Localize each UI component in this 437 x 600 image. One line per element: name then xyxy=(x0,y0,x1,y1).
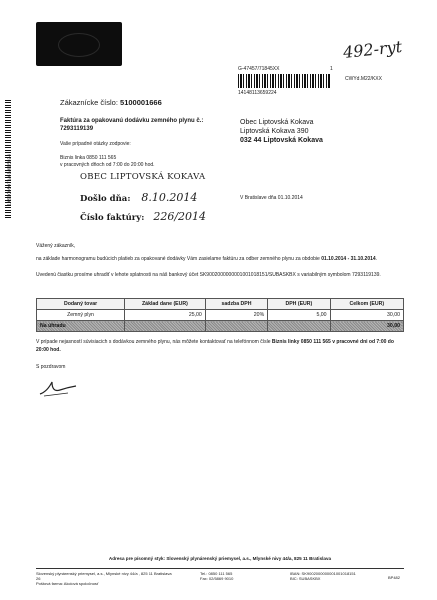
footer-address: Adresa pre písomný styk: Slovenský plynárenský priemysel, a.s., Mlynské nivy 44/a, 825 11 Bratislava xyxy=(108,556,332,561)
total-label: Na úhradu xyxy=(37,321,125,332)
barcode xyxy=(238,74,330,88)
closing-contact: Biznis linky 0850 111 565 v pracovné dni od 7:00 do 20:00 hod. xyxy=(36,339,394,353)
document-code: G-47457/71845XX xyxy=(238,66,280,72)
place-date: V Bratislave dňa 01.10.2014 xyxy=(240,195,303,201)
invoice-subject-text: Faktúra za opakovanú dodávku zemného plynu č.: xyxy=(60,118,204,124)
footer-column-company xyxy=(36,571,176,586)
table-row xyxy=(37,310,404,321)
customer-number-line xyxy=(60,98,162,107)
received-stamp xyxy=(80,172,225,223)
footer-divider xyxy=(36,568,404,569)
closing-paragraph xyxy=(36,338,404,354)
table-header-cell: DPH (EUR) xyxy=(268,299,330,310)
footer-bic: BIC: SUBASKBX xyxy=(290,576,321,581)
table-cell: 5,00 xyxy=(268,310,330,321)
table-header-cell: sadzba DPH xyxy=(205,299,267,310)
footer-column-bank xyxy=(290,571,380,581)
right-code: CWYd.M22/KXX xyxy=(345,76,382,82)
contact-block xyxy=(60,155,155,169)
closing-text: V prípade nejasností súvisiacich s dodávkou zemného plynu, nás môžete kontaktovať na telefónnom čísle xyxy=(36,339,272,345)
regards: S pozdravom xyxy=(36,364,66,370)
stamp-received-label: Došlo dňa: xyxy=(80,194,131,204)
table-cell: 25,00 xyxy=(125,310,206,321)
stamp-invoice-row xyxy=(80,210,225,223)
invoice-table xyxy=(36,298,404,332)
logo-mark-icon xyxy=(58,33,100,57)
footer-column-phone xyxy=(200,571,270,581)
customer-number-label: Zákaznícke číslo: xyxy=(60,98,118,107)
customer-number: 5100001666 xyxy=(120,98,162,107)
contact-line: Biznis linka 0850 111 565 xyxy=(60,155,117,161)
table-header-row xyxy=(37,299,404,310)
stamp-title: OBEC LIPTOVSKÁ KOKAVA xyxy=(80,172,206,182)
recipient-street: Liptovská Kokava 390 xyxy=(240,128,309,135)
table-header-cell: Dodaný tovar xyxy=(37,299,125,310)
footer-company: Slovenský plynárenský priemysel, a.s., Mlynské nivy 44/a , 825 11 Bratislava 26 xyxy=(36,571,172,581)
table-cell-empty xyxy=(125,321,206,332)
table-cell: 30,00 xyxy=(330,310,403,321)
recipient-name: Obec Liptovská Kokava xyxy=(240,119,314,126)
invoice-subject xyxy=(60,118,230,132)
stamp-invoice-label: Číslo faktúry: xyxy=(80,213,145,223)
table-cell-empty xyxy=(268,321,330,332)
billing-period: 01.10.2014 - 31.10.2014 xyxy=(321,256,376,262)
handwritten-reference: 492-ryt xyxy=(342,36,403,63)
stamp-invoice-number: 226/2014 xyxy=(153,210,207,223)
footer-phone: Tel.: 0850 111 565 xyxy=(200,571,233,576)
total-value: 30,00 xyxy=(330,321,403,332)
footer-code: BP482 xyxy=(388,575,401,580)
body-p1-end: . xyxy=(375,256,378,262)
barcode-number: 14148113659224 xyxy=(238,90,277,96)
footer-company-form: Poštová farma: Akciová spoločnosť xyxy=(36,581,99,586)
body-p1-text: na základe harmonogramu budúcich platieb za opakované dodávky Vám zasielame faktúru za odber zemného plynu za obdobie xyxy=(36,256,322,262)
invoice-number: 7293119139 xyxy=(60,126,94,132)
table-header-cell: Základ dane (EUR) xyxy=(125,299,206,310)
table-header-cell: Celkom (EUR) xyxy=(330,299,403,310)
table-cell: Zemný plyn xyxy=(37,310,125,321)
body-paragraph-2: Uvedenú čiastku prosíme uhradiť v lehote splatnosti na náš bankový účet SK9002000000001001018151/SUBASKBX s variabilným symbolom 7293119139. xyxy=(36,272,381,278)
questions-intro: Vaše prípadné otázky zodpovie: xyxy=(60,141,131,147)
side-code: 1450005071/61/015824 xyxy=(6,153,12,206)
recipient-address xyxy=(240,118,323,145)
table-total-row xyxy=(37,321,404,332)
greeting: Vážený zákazník, xyxy=(36,243,76,249)
signature-icon xyxy=(38,378,78,398)
contact-hours: v pracovných dňoch od 7:00 do 20:00 hod. xyxy=(60,162,155,168)
stamp-received-date: 8.10.2014 xyxy=(141,191,198,204)
recipient-city: 032 44 Liptovská Kokava xyxy=(240,137,323,144)
page-number: 1 xyxy=(330,66,333,72)
footer-fax: Fax: 02/5869 9010 xyxy=(200,576,234,581)
stamp-received-row xyxy=(80,191,225,204)
body-paragraph-1 xyxy=(36,256,404,263)
table-cell: 20% xyxy=(205,310,267,321)
footer-iban: IBAN: SK9002000000001001018151 xyxy=(290,571,356,576)
table-cell-empty xyxy=(205,321,267,332)
